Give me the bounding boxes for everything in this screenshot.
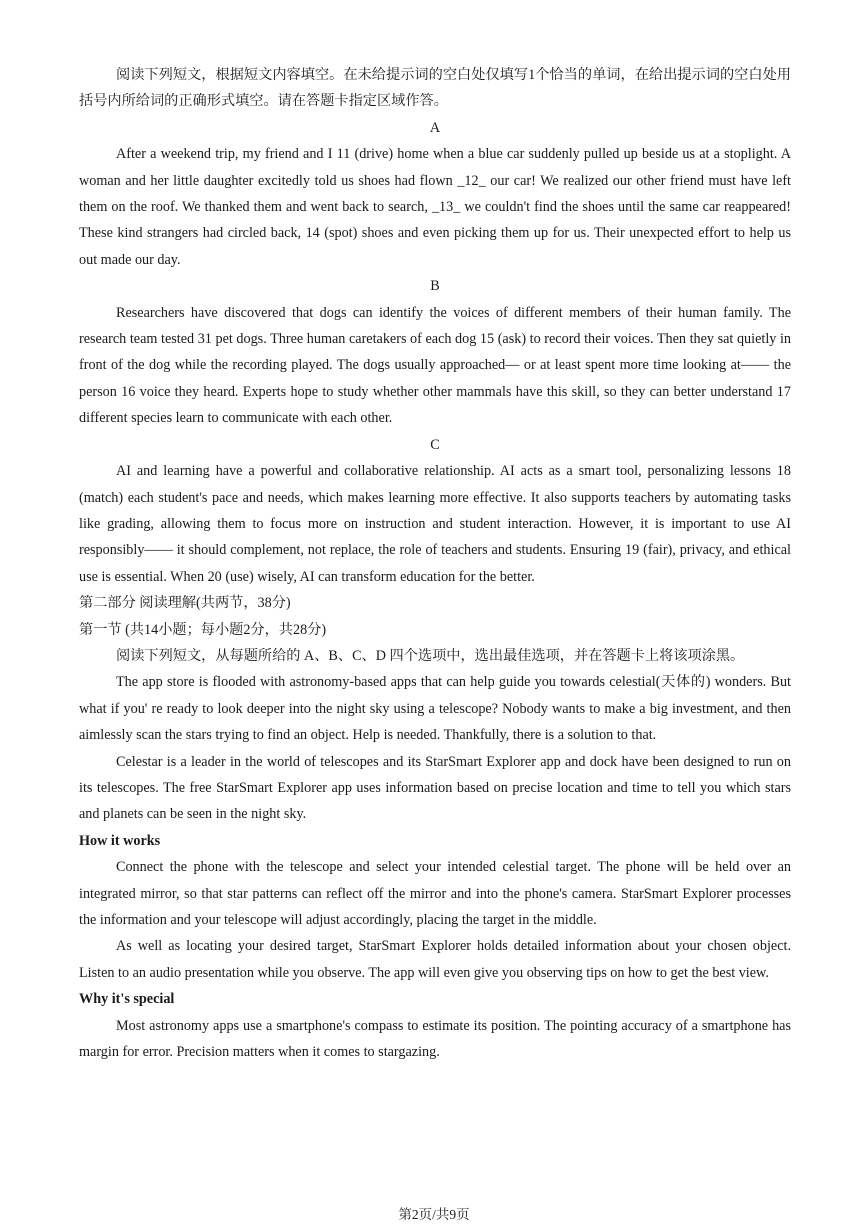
passage-paragraph-1: The app store is flooded with astronomy-based apps that can help guide you towards celestial(天体的) wonders. But what if you' re ready to look deeper into the night sky using a telescope? Nobody wants to make a big investment, and then aimlessly scan the stars trying to find an object. Help is needed. Thankfully, there is a solution to that. — [79, 674, 791, 744]
section-label-b: B — [430, 278, 440, 295]
passage-paragraph-2: Celestar is a leader in the world of telescopes and its StarSmart Explorer app and dock have been designed to run on its telescopes. The free StarSmart Explorer app uses information based on precise location and time to tell you which stars and planets can be seen in the night sky. — [79, 753, 791, 823]
cloze-instructions: 阅读下列短文，根据短文内容填空。在未给提示词的空白处仅填写1个恰当的单词，在给出提示词的空白处用括号内所给词的正确形式填空。请在答题卡指定区域作答。 — [79, 67, 791, 110]
passage-paragraph-5: Most astronomy apps use a smartphone's compass to estimate its position. The pointing accuracy of a smartphone has margin for error. Precision matters when it comes to stargazing. — [79, 1017, 791, 1061]
part2-heading: 第二部分 阅读理解(共两节，38分) — [79, 595, 291, 612]
passage-paragraph-3: Connect the phone with the telescope and select your intended celestial target. The phone will be held over an integrated mirror, so that star patterns can reflect off the mirror and into the phone's camera. StarSmart Explorer processes the information and your telescope will adjust accordingly, placing the target in the middle. — [79, 859, 791, 928]
section-label-a: A — [429, 119, 441, 136]
page-number: 第2页/共9页 — [398, 1207, 470, 1222]
passage-b: Researchers have discovered that dogs can identify the voices of different members of their human family. The research team tested 31 pet dogs. Three human caretakers of each dog 15 (ask) to record their voices. Then they sat quietly in front of the dog while the recording played. The dogs usually approached— or at least spent more time looking at—— the person 16 voice they heard. Experts hope to study whether other mammals have this skill, so they can better understand 17 different species learn to communicate with each other. — [79, 304, 791, 427]
passage-a: After a weekend trip, my friend and I 11 (drive) home when a blue car suddenly pulled up beside us at a stoplight. A woman and her little daughter excitedly told us shoes had flown _12_ our car! We realized our other friend must have left them on the roof. We thanked them and went back to search, _13_ we couldn't find the shoes until the same car reappeared! These kind strangers had circled back, 14 (spot) shoes and even picking them up for us. Their unexpected effort to help us out made our day. — [79, 146, 791, 268]
section-label-c: C — [430, 436, 440, 453]
heading-how-it-works: How it works — [79, 832, 161, 849]
passage-paragraph-4: As well as locating your desired target, StarSmart Explorer holds detailed information about your chosen object. Listen to an audio presentation while you observe. The app will even give you observing tips on how to get the best view. — [79, 938, 791, 981]
passage-c: AI and learning have a powerful and collaborative relationship. AI acts as a smart tool, personalizing lessons 18 (match) each student's pace and needs, which makes learning more effective. It also supports teachers by automating tasks like grading, allowing them to focus more on instruction and student interaction. However, it is important to use AI responsibly—— it should complement, not replace, the role of teachers and students. Ensuring 19 (fair), privacy, and ethical use is essential. When 20 (use) wisely, AI can transform education for the better. — [79, 463, 791, 585]
section1-heading: 第一节 (共14小题；每小题2分，共28分) — [79, 621, 327, 638]
exam-page — [79, 62, 791, 1065]
heading-why-special: Why it's special — [79, 991, 175, 1008]
reading-instructions: 阅读下列短文，从每题所给的 A、B、C、D 四个选项中，选出最佳选项，并在答题卡上将该项涂黑。 — [116, 647, 745, 664]
